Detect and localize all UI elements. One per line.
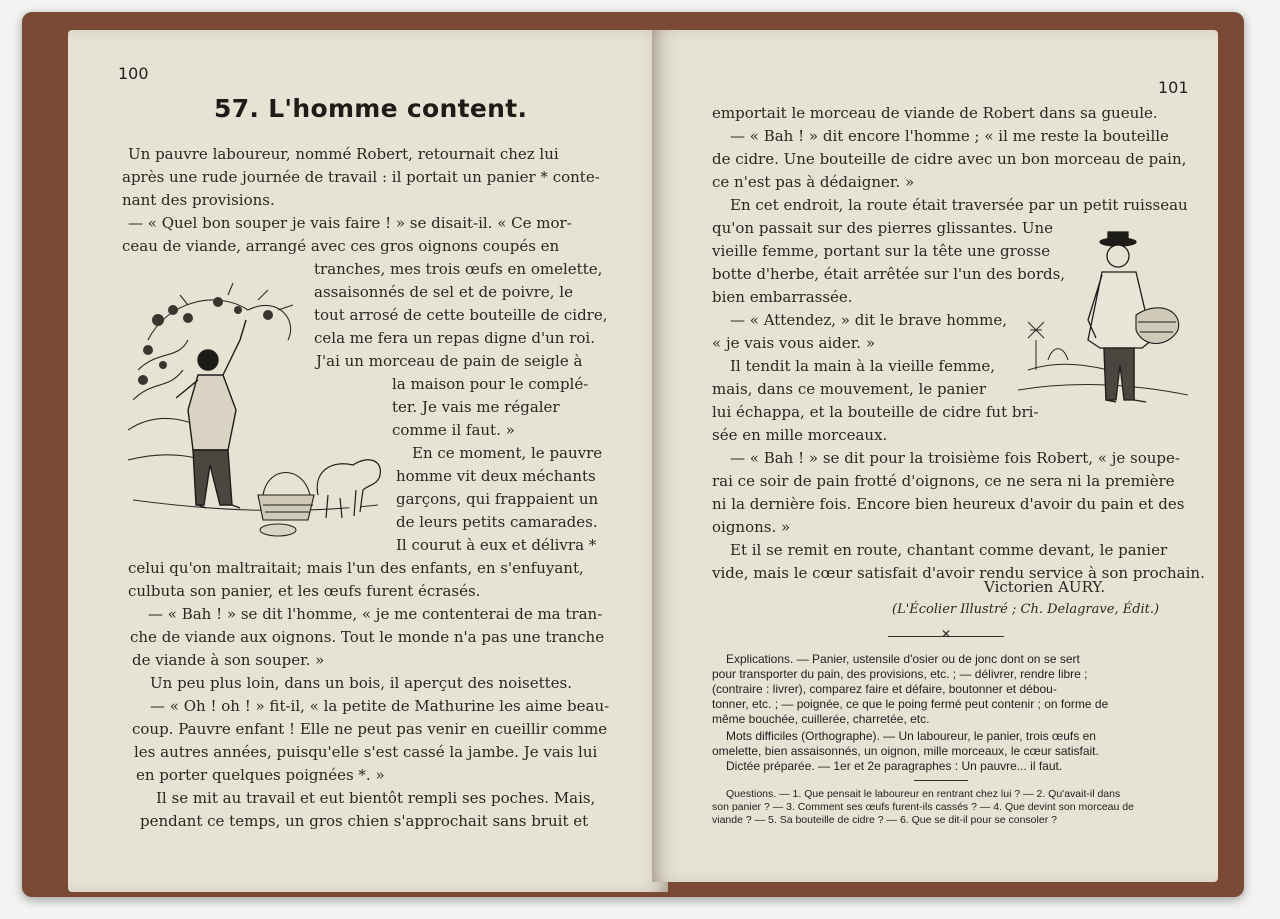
- text-line: emportait le morceau de viande de Robert dans sa gueule.: [712, 104, 1158, 122]
- text-line: botte d'herbe, était arrêtée sur l'un des bords,: [712, 265, 1066, 283]
- story-title: 57. L'homme content.: [214, 94, 528, 123]
- text-line: che de viande aux oignons. Tout le monde n'a pas une tranche: [130, 628, 605, 646]
- text-line: tranches, mes trois œufs en omelette,: [314, 260, 603, 278]
- text-line: ni la dernière fois. Encore bien heureux d'avoir du pain et des: [712, 495, 1185, 513]
- text-line: après une rude journée de travail : il portait un panier * conte-: [122, 168, 600, 186]
- text-line: Il tendit la main à la vieille femme,: [730, 357, 996, 375]
- explications-line: tonner, etc. ; — poignée, ce que le poing fermé peut contenir ; on forme de: [712, 697, 1109, 711]
- text-line: cela me fera un repas digne d'un roi.: [314, 329, 596, 347]
- text-line: ter. Je vais me régaler: [392, 398, 560, 416]
- explications-line: Explications. — Panier, ustensile d'osier ou de jonc dont on se sert: [726, 652, 1080, 666]
- questions-line: son panier ? — 3. Comment ses œufs furent-ils cassés ? — 4. Que devint son morceau de: [712, 801, 1134, 813]
- author-signature: Victorien AURY.: [984, 578, 1106, 596]
- text-line: pendant ce temps, un gros chien s'approchait sans bruit et: [140, 812, 589, 830]
- text-line: Un pauvre laboureur, nommé Robert, retournait chez lui: [128, 145, 559, 163]
- source-citation: (L'Écolier Illustré ; Ch. Delagrave, Édit.): [892, 602, 1160, 617]
- text-line: assaisonnés de sel et de poivre, le: [314, 283, 573, 301]
- text-line: les autres années, puisqu'elle s'est cassé la jambe. Je vais lui: [134, 743, 598, 761]
- text-line: de leurs petits camarades.: [396, 513, 598, 531]
- text-line: bien embarrassée.: [712, 288, 853, 306]
- text-line: la maison pour le complé-: [392, 375, 589, 393]
- text-line: — « Attendez, » dit le brave homme,: [730, 311, 1007, 329]
- explications-line: même bouchée, cuillerée, charretée, etc.: [712, 712, 930, 726]
- text-line: garçons, qui frappaient un: [396, 490, 599, 508]
- mots-difficiles-line: Mots difficiles (Orthographe). — Un laboureur, le panier, trois œufs en: [726, 729, 1096, 743]
- illustration-man-basket: [1018, 230, 1188, 430]
- text-line: tout arrosé de cette bouteille de cidre,: [314, 306, 608, 324]
- text-line: en porter quelques poignées *. »: [136, 766, 385, 784]
- text-line: qu'on passait sur des pierres glissantes. Une: [712, 219, 1054, 237]
- text-line: culbuta son panier, et les œufs furent écrasés.: [128, 582, 481, 600]
- text-line: comme il faut. »: [392, 421, 515, 439]
- wavy-divider: [914, 780, 968, 781]
- illustration-laborer-dog: [128, 280, 386, 540]
- text-line: En ce moment, le pauvre: [412, 444, 603, 462]
- questions-line: Questions. — 1. Que pensait le laboureur en rentrant chez lui ? — 2. Qu'avait-il dans: [726, 788, 1121, 800]
- text-line: — « Oh ! oh ! » fit-il, « la petite de Mathurine les aime beau-: [150, 697, 610, 715]
- text-line: de viande à son souper. »: [132, 651, 325, 669]
- left-page: [68, 30, 668, 892]
- text-line: vieille femme, portant sur la tête une grosse: [712, 242, 1051, 260]
- text-line: J'ai un morceau de pain de seigle à: [316, 352, 583, 370]
- text-line: coup. Pauvre enfant ! Elle ne peut pas venir en cueillir comme: [132, 720, 608, 738]
- dictee-line: Dictée préparée. — 1er et 2e paragraphes : Un pauvre... il faut.: [726, 759, 1063, 773]
- mots-difficiles-line: omelette, bien assaisonnés, un oignon, mille morceaux, le cœur satisfait.: [712, 744, 1099, 758]
- explications-line: pour transporter du pain, des provisions, etc. ; — délivrer, rendre libre ;: [712, 667, 1088, 681]
- text-line: « je vais vous aider. »: [712, 334, 876, 352]
- text-line: En cet endroit, la route était traversée par un petit ruisseau: [730, 196, 1188, 214]
- text-line: nant des provisions.: [122, 191, 275, 209]
- text-line: — « Bah ! » se dit l'homme, « je me contenterai de ma tran-: [148, 605, 603, 623]
- text-line: de cidre. Une bouteille de cidre avec un bon morceau de pain,: [712, 150, 1187, 168]
- text-line: rai ce soir de pain frotté d'oignons, ce ne sera ni la première: [712, 472, 1175, 490]
- text-line: homme vit deux méchants: [396, 467, 596, 485]
- right-page: [652, 30, 1218, 882]
- divider-ornament-icon: ✕: [941, 627, 952, 641]
- text-line: sée en mille morceaux.: [712, 426, 888, 444]
- text-line: — « Quel bon souper je vais faire ! » se disait-il. « Ce mor-: [128, 214, 572, 232]
- text-line: Il courut à eux et délivra *: [396, 536, 597, 554]
- text-line: Il se mit au travail et eut bientôt rempli ses poches. Mais,: [156, 789, 596, 807]
- explications-line: (contraire : livrer), comparez faire et défaire, boutonner et débou-: [712, 682, 1057, 696]
- text-line: vide, mais le cœur satisfait d'avoir rendu service à son prochain.: [712, 564, 1205, 582]
- text-line: lui échappa, et la bouteille de cidre fut bri-: [712, 403, 1039, 421]
- text-line: celui qu'on maltraitait; mais l'un des enfants, en s'enfuyant,: [128, 559, 584, 577]
- page-number-left: 100: [118, 64, 149, 83]
- text-line: ce n'est pas à dédaigner. »: [712, 173, 915, 191]
- text-line: ceau de viande, arrangé avec ces gros oignons coupés en: [122, 237, 560, 255]
- questions-line: viande ? — 5. Sa bouteille de cidre ? — 6. Que se dit-il pour se consoler ?: [712, 814, 1057, 826]
- text-line: Un peu plus loin, dans un bois, il aperçut des noisettes.: [150, 674, 572, 692]
- page-number-right: 101: [1158, 78, 1189, 97]
- text-line: mais, dans ce mouvement, le panier: [712, 380, 986, 398]
- text-line: Et il se remit en route, chantant comme devant, le panier: [730, 541, 1168, 559]
- text-line: — « Bah ! » se dit pour la troisième fois Robert, « je soupe-: [730, 449, 1180, 467]
- text-line: — « Bah ! » dit encore l'homme ; « il me reste la bouteille: [730, 127, 1169, 145]
- text-line: oignons. »: [712, 518, 791, 536]
